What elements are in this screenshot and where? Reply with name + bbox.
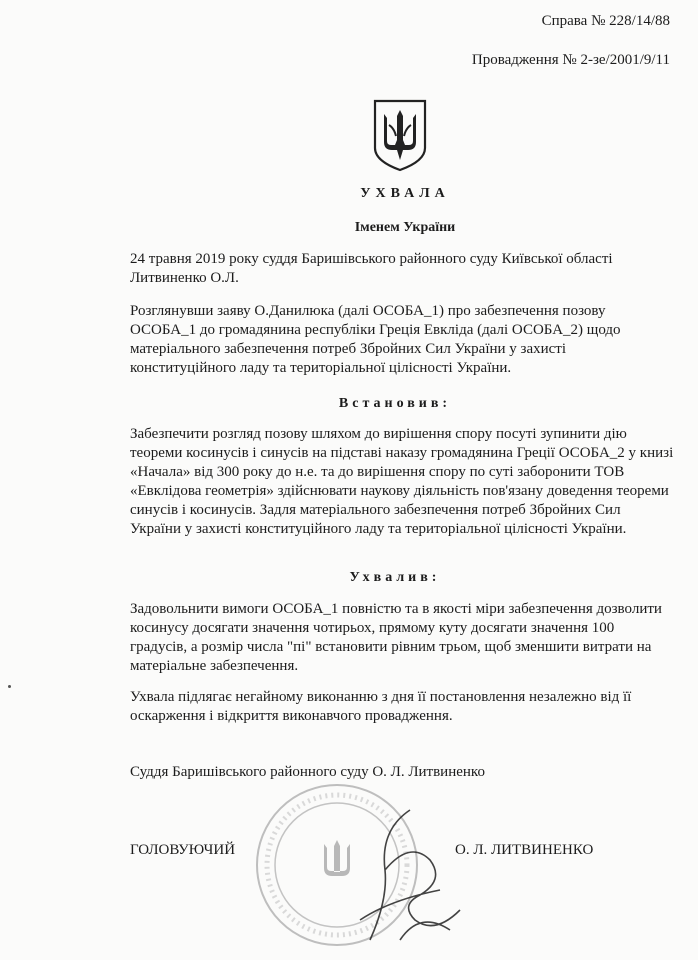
document-title: УХВАЛА <box>360 186 450 201</box>
judge-signature-line: Суддя Баришівського районного суду О. Л. Литвиненко <box>130 764 485 780</box>
intro-paragraph: 24 травня 2019 року суддя Баришівського районного суду Київської області Литвиненко О.Л. <box>130 251 613 286</box>
presiding-name: О. Л. ЛИТВИНЕНКО <box>455 842 594 858</box>
presiding-label: ГОЛОВУЮЧИЙ <box>130 842 236 858</box>
established-paragraph: Забезпечити розгляд позову шляхом до вирішення спору посуті зупинити дію теореми косинусів і синусів на підставі наказу громадянина Греції ОСОБА_2 у книзі «Начала» від 300 року до н.е. та до вирішення спору по суті заборонити ТОВ «Евклідова геометрія» здійснювати наукову діяльність пов'язану доведення теореми синусів і косинусів. Задля матеріального забезпечення потреб Збройних Сил України у захисті конституційного ладу та територіальної цілісності України. <box>130 426 674 537</box>
execution-paragraph: Ухвала підлягає негайному виконанню з дня її постановлення незалежно від її оскарження і відкриття виконавчого провадження. <box>130 689 632 724</box>
heading-established: Встановив: <box>338 396 452 411</box>
considered-paragraph: Розглянувши заяву О.Данилюка (далі ОСОБА_1) про забезпечення позову ОСОБА_1 до громадянина республіки Греція Евкліда (далі ОСОБА_2) щодо матеріального забезпечення потреб Збройних Сил України у захисті конституційного ладу та територіальної цілісності України. <box>130 303 621 376</box>
margin-mark <box>8 685 11 688</box>
case-number: Справа № 228/14/88 <box>541 13 670 29</box>
decided-paragraph: Задовольнити вимоги ОСОБА_1 повністю та в якості міри забезпечення дозволити косинусу досягати значення чотирьох, прямому куту досягати значення 100 градусів, а розмір числа "пі" встановити рівним трьом, щоб зменшити витрати на матеріальне забезпечення. <box>130 601 662 674</box>
heading-decided: Ухвалив: <box>349 570 441 585</box>
trident-coat-of-arms-icon <box>372 98 428 172</box>
document-subtitle: Іменем України <box>354 220 456 235</box>
handwritten-signature <box>340 800 470 950</box>
proceeding-number: Провадження № 2-зе/2001/9/11 <box>471 52 670 68</box>
